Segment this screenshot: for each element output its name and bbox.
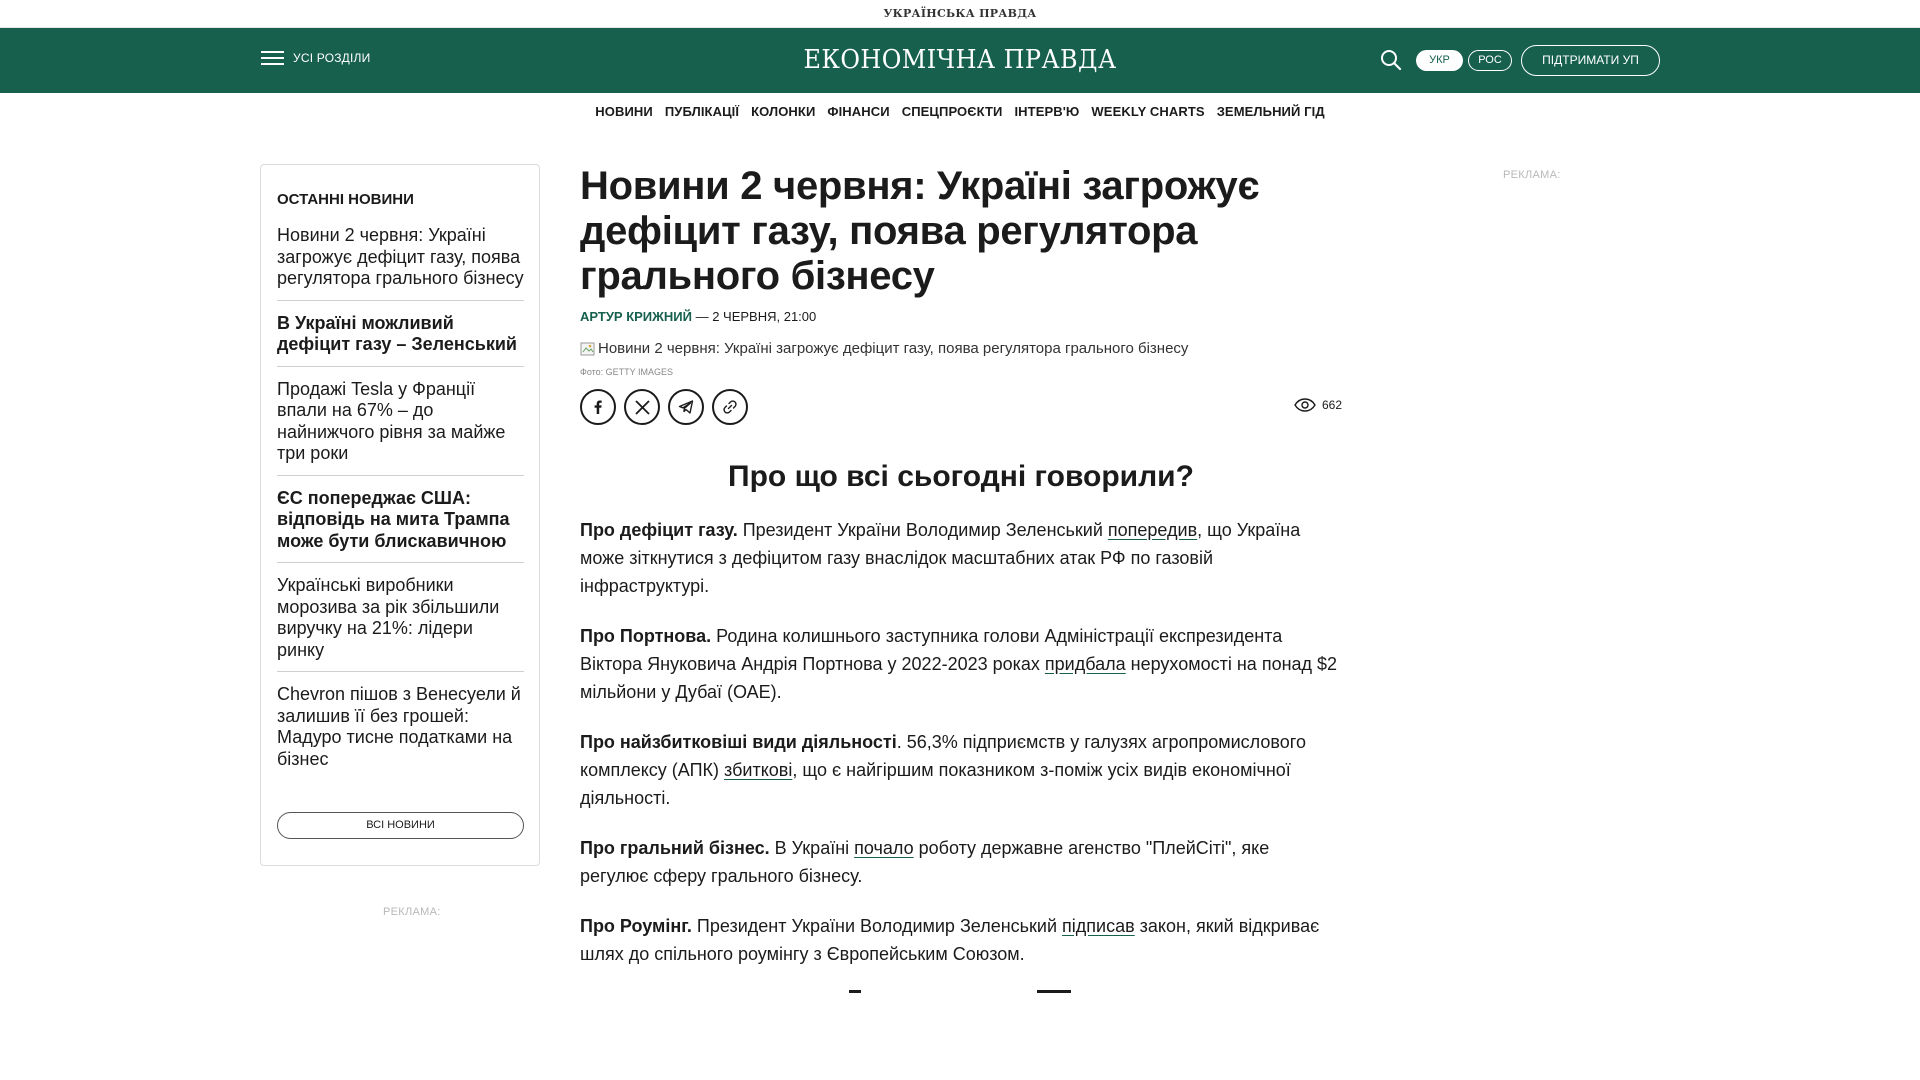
top-strip bbox=[0, 0, 1920, 28]
paragraph-lead: Про найзбитковіші види діяльності bbox=[580, 732, 897, 752]
latest-news-item[interactable]: Українські виробники морозива за рік збільшили виручку на 21%: лідери ринку bbox=[277, 575, 524, 672]
author-link[interactable]: АРТУР КРИЖНИЙ bbox=[580, 309, 692, 324]
paragraph-text: , що є найгіршим показником з-поміж усіх видів економічної діяльності. bbox=[580, 760, 1291, 808]
all-sections-label: УСІ РОЗДІЛИ bbox=[293, 51, 371, 65]
inline-link[interactable]: придбала bbox=[1044, 654, 1126, 674]
latest-news-sidebar bbox=[260, 164, 540, 866]
eye-icon bbox=[1294, 398, 1316, 412]
paragraph-text: закон, який відкриває шлях до спільного роумінгу з Європейським Союзом. bbox=[580, 916, 1320, 964]
paragraph-text: Президент України Володимир Зеленський bbox=[691, 916, 1063, 936]
nav-item-land-guide[interactable]: ЗЕМЕЛЬНИЙ ГІД bbox=[1216, 104, 1325, 119]
latest-news-title: ОСТАННІ НОВИНИ bbox=[277, 191, 414, 208]
nav-item-specprojects[interactable]: СПЕЦПРОЄКТИ bbox=[901, 104, 1003, 119]
article-subheading: Про що всі сьогодні говорили? bbox=[728, 460, 1194, 493]
latest-news-item[interactable]: ЄС попереджає США: відповідь на мита Трампа може бути блискавичною bbox=[277, 488, 524, 564]
publish-date: — 2 ЧЕРВНЯ, 21:00 bbox=[691, 309, 817, 324]
byline bbox=[580, 309, 1342, 324]
latest-news-item[interactable]: Новини 2 червня: Україні загрожує дефіцит газу, поява регулятора грального бізнесу bbox=[277, 225, 524, 301]
article-paragraph bbox=[580, 912, 1342, 968]
inline-link[interactable]: попередив bbox=[1107, 520, 1198, 540]
link-icon[interactable] bbox=[712, 389, 748, 425]
article-paragraph bbox=[580, 516, 1342, 600]
paragraph-text: Президент України Володимир Зеленський bbox=[737, 520, 1108, 540]
nav-item-columns[interactable]: КОЛОНКИ bbox=[751, 104, 816, 119]
all-news-button[interactable]: ВСІ НОВИНИ bbox=[277, 812, 524, 839]
article-paragraph bbox=[580, 728, 1342, 812]
ad-label-left: РЕКЛАМА: bbox=[383, 906, 441, 918]
nav-item-finance[interactable]: ФІНАНСИ bbox=[827, 104, 890, 119]
latest-news-item[interactable]: В Україні можливий дефіцит газу – Зеленський bbox=[277, 313, 524, 367]
article bbox=[580, 164, 1342, 968]
paragraph-text: В Україні bbox=[769, 838, 855, 858]
inline-link[interactable]: збиткові bbox=[724, 760, 793, 780]
inline-link[interactable]: почало bbox=[854, 838, 914, 858]
views-counter bbox=[1294, 398, 1342, 412]
loading-dash bbox=[849, 990, 861, 993]
broken-image-icon bbox=[580, 341, 596, 357]
latest-news-item[interactable]: Продажі Tesla у Франції впали на 67% – до найнижчого рівня за майже три роки bbox=[277, 379, 524, 476]
latest-news-item[interactable]: Chevron пішов з Венесуели й залишив її без грошей: Мадуро тисне податками на бізнес bbox=[277, 684, 521, 769]
nav-item-publications[interactable]: ПУБЛІКАЦІЇ bbox=[664, 104, 740, 119]
telegram-icon[interactable] bbox=[668, 389, 704, 425]
views-count: 662 bbox=[1322, 398, 1343, 412]
article-paragraph bbox=[580, 622, 1342, 706]
share-bar bbox=[580, 389, 1342, 425]
article-image bbox=[580, 340, 1342, 357]
paragraph-lead: Про гральний бізнес. bbox=[580, 838, 770, 858]
site-header bbox=[0, 28, 1920, 93]
parent-brand-link[interactable]: УКРАЇНСЬКА ПРАВДА bbox=[883, 7, 1037, 20]
photo-credit: Фото: GETTY IMAGES bbox=[580, 367, 674, 377]
support-button[interactable]: ПІДТРИМАТИ УП bbox=[1521, 45, 1660, 76]
nav-item-weekly-charts[interactable]: WEEKLY CHARTS bbox=[1091, 104, 1205, 119]
loading-dash bbox=[1037, 990, 1071, 993]
x-icon[interactable] bbox=[624, 389, 660, 425]
lang-ros-button[interactable]: РОС bbox=[1468, 50, 1512, 71]
site-logo[interactable]: ЕКОНОМІЧНА ПРАВДА bbox=[803, 45, 1117, 75]
search-icon[interactable] bbox=[1380, 49, 1402, 71]
article-paragraph bbox=[580, 834, 1342, 890]
lang-ukr-button[interactable]: УКР bbox=[1416, 50, 1463, 71]
nav-item-news[interactable]: НОВИНИ bbox=[595, 104, 653, 119]
paragraph-text: Родина колишнього заступника голови Адміністрації експрезидента Віктора Януковича Андрія Портнова у 2022-2023 роках bbox=[580, 626, 1283, 674]
ad-label-right: РЕКЛАМА: bbox=[1503, 169, 1561, 181]
inline-link[interactable]: підписав bbox=[1062, 916, 1135, 936]
article-headline: Новини 2 червня: Україні загрожує дефіцит газу, поява регулятора грального бізнесу bbox=[580, 164, 1260, 298]
facebook-icon[interactable] bbox=[580, 389, 616, 425]
paragraph-text: , що Україна може зіткнутися з дефіцитом газу внаслідок масштабних атак РФ по газовій інфраструктурі. bbox=[580, 520, 1301, 596]
paragraph-text: роботу державне агенство "ПлейСіті", яке регулює сферу грального бізнесу. bbox=[580, 838, 1270, 886]
section-nav bbox=[0, 104, 1920, 124]
latest-news-list bbox=[277, 225, 524, 792]
paragraph-lead: Про Портнова. bbox=[580, 626, 712, 646]
nav-item-interview[interactable]: ІНТЕРВ'Ю bbox=[1014, 104, 1080, 119]
paragraph-text: . 56,3% підприємств у галузях агропромислового комплексу (АПК) bbox=[580, 732, 1306, 780]
paragraph-lead: Про дефіцит газу. bbox=[580, 520, 738, 540]
paragraph-lead: Про Роумінг. bbox=[580, 916, 692, 936]
paragraph-text: нерухомості на понад $2 мільйони у Дубаї (ОАЕ). bbox=[580, 654, 1338, 702]
article-image-alt: Новини 2 червня: Україні загрожує дефіцит газу, поява регулятора грального бізнесу bbox=[598, 340, 1189, 357]
